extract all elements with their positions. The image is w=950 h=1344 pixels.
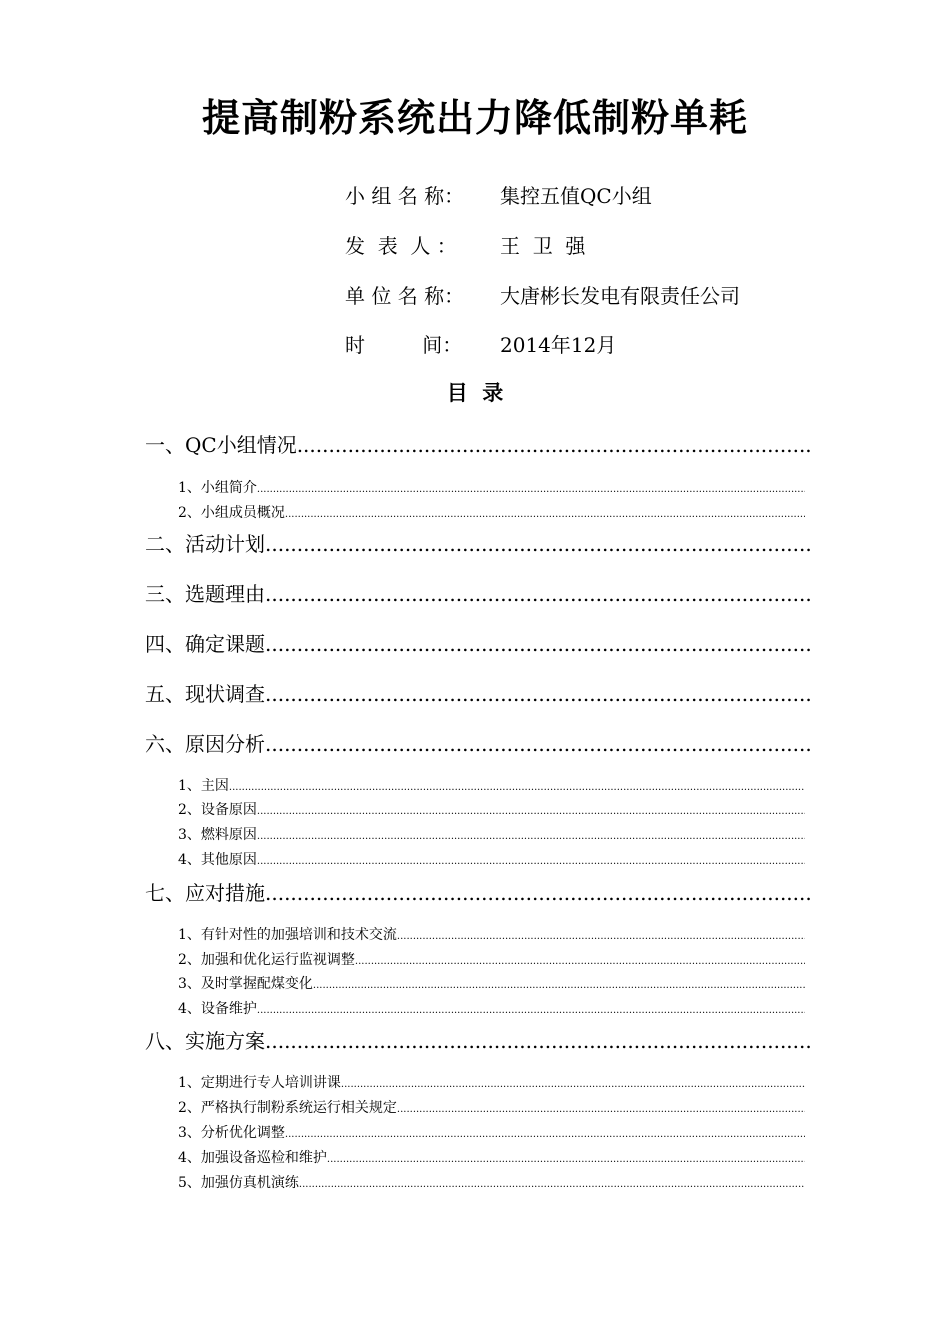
toc-leader bbox=[355, 952, 805, 972]
toc-leader bbox=[257, 827, 805, 847]
toc-item-title: 3、燃料原因 bbox=[178, 827, 257, 843]
toc-item-title: 3、及时掌握配煤变化 bbox=[178, 976, 313, 992]
toc-section-title: 一、QC小组情况 bbox=[145, 433, 297, 457]
meta-label: 单 位 名 称： bbox=[345, 284, 465, 308]
meta-value: 集控五值QC小组 bbox=[500, 184, 652, 208]
toc-leader bbox=[257, 480, 805, 500]
toc-leader bbox=[313, 976, 805, 996]
meta-label: 时 间： bbox=[345, 333, 463, 357]
toc-leader bbox=[257, 1001, 805, 1021]
toc-section-title: 六、原因分析 bbox=[145, 732, 265, 756]
toc-item-title: 3、分析优化调整 bbox=[178, 1125, 285, 1141]
toc-section[interactable] bbox=[145, 730, 810, 758]
toc-item[interactable] bbox=[178, 1098, 805, 1120]
toc-leader bbox=[257, 802, 805, 822]
toc-section-title: 五、现状调查 bbox=[145, 682, 265, 706]
toc-leader bbox=[265, 1027, 810, 1055]
toc-item-title: 2、加强和优化运行监视调整 bbox=[178, 952, 355, 968]
toc-leader bbox=[397, 927, 805, 947]
toc-leader bbox=[285, 1125, 805, 1145]
toc-section[interactable] bbox=[145, 580, 810, 608]
meta-label: 小 组 名 称： bbox=[345, 184, 465, 208]
toc-item[interactable] bbox=[178, 1148, 805, 1170]
toc-item-title: 2、小组成员概况 bbox=[178, 505, 285, 521]
toc-section-title: 二、活动计划 bbox=[145, 532, 265, 556]
toc-section[interactable] bbox=[145, 630, 810, 658]
toc-item[interactable] bbox=[178, 999, 805, 1021]
toc-item[interactable] bbox=[178, 1073, 805, 1095]
toc-section[interactable] bbox=[145, 879, 810, 907]
toc-item[interactable] bbox=[178, 800, 805, 822]
document-title: 提高制粉系统出力降低制粉单耗 bbox=[201, 96, 748, 140]
toc-item[interactable] bbox=[178, 950, 805, 972]
toc-section[interactable] bbox=[145, 680, 810, 708]
toc-leader bbox=[265, 879, 810, 907]
toc-heading: 目 录 bbox=[446, 380, 504, 405]
toc-leader bbox=[265, 630, 810, 658]
toc-item[interactable] bbox=[178, 850, 805, 872]
toc-item-title: 5、加强仿真机演练 bbox=[178, 1175, 299, 1191]
toc-item-title: 1、主因 bbox=[178, 778, 229, 794]
toc-leader bbox=[257, 852, 805, 872]
toc-item-title: 4、设备维护 bbox=[178, 1001, 257, 1017]
toc-section-title: 七、应对措施 bbox=[145, 881, 265, 905]
toc-leader bbox=[297, 431, 810, 459]
toc-leader bbox=[285, 505, 805, 525]
toc-item-title: 4、其他原因 bbox=[178, 852, 257, 868]
toc-section-title: 八、实施方案 bbox=[145, 1029, 265, 1053]
toc-item[interactable] bbox=[178, 974, 805, 996]
toc-item-title: 2、设备原因 bbox=[178, 802, 257, 818]
toc-section-title: 三、选题理由 bbox=[145, 582, 265, 606]
toc-item-title: 1、定期进行专人培训讲课 bbox=[178, 1075, 341, 1091]
toc-item[interactable] bbox=[178, 503, 805, 525]
meta-value: 王 卫 强 bbox=[500, 234, 586, 258]
toc-section-title: 四、确定课题 bbox=[145, 632, 265, 656]
meta-label: 发 表 人 ： bbox=[345, 234, 457, 258]
toc-leader bbox=[397, 1100, 805, 1120]
toc-leader bbox=[229, 778, 805, 798]
toc-item[interactable] bbox=[178, 825, 805, 847]
toc-section[interactable] bbox=[145, 530, 810, 558]
meta-value: 大唐彬长发电有限责任公司 bbox=[500, 284, 740, 308]
toc-leader bbox=[341, 1075, 805, 1095]
toc-item[interactable] bbox=[178, 925, 805, 947]
toc-item[interactable] bbox=[178, 1173, 805, 1195]
toc-leader bbox=[265, 530, 810, 558]
meta-value: 2014年12月 bbox=[500, 333, 617, 357]
toc-section[interactable] bbox=[145, 431, 810, 459]
toc-item-title: 1、有针对性的加强培训和技术交流 bbox=[178, 927, 397, 943]
toc-leader bbox=[265, 580, 810, 608]
toc-item-title: 2、严格执行制粉系统运行相关规定 bbox=[178, 1100, 397, 1116]
toc-leader bbox=[265, 730, 810, 758]
toc-leader bbox=[299, 1175, 805, 1195]
toc-item-title: 1、小组简介 bbox=[178, 480, 257, 496]
toc-item[interactable] bbox=[178, 478, 805, 500]
toc-leader bbox=[265, 680, 810, 708]
toc-item[interactable] bbox=[178, 1123, 805, 1145]
toc-section[interactable] bbox=[145, 1027, 810, 1055]
toc-leader bbox=[327, 1150, 805, 1170]
toc-item-title: 4、加强设备巡检和维护 bbox=[178, 1150, 327, 1166]
toc-item[interactable] bbox=[178, 776, 805, 798]
